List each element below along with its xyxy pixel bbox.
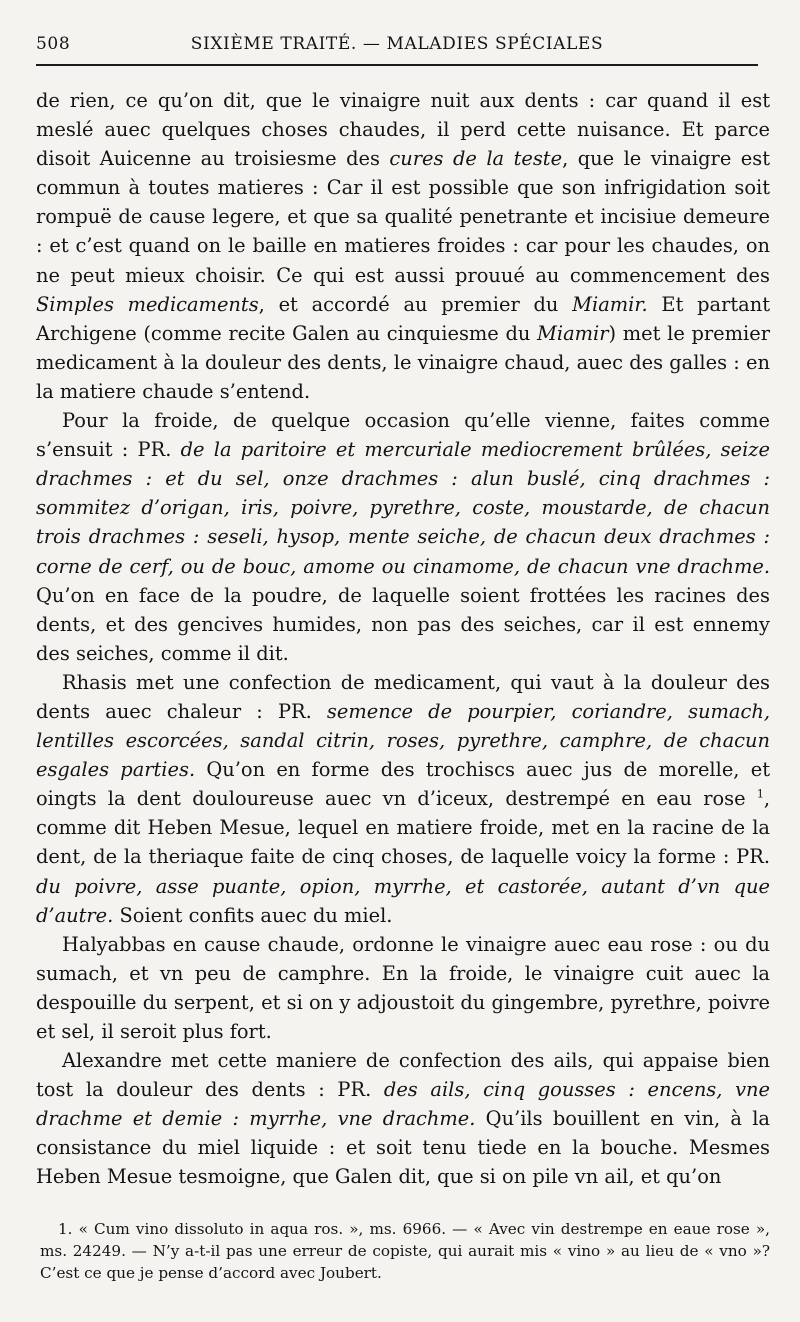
italic-text: Miamir (537, 321, 609, 345)
text-segment: ) met le premier medicament à la douleur des dents, le vinaigre chaud, auec des galles : en la matiere chaude s’entend. (36, 321, 770, 403)
text-segment: Rhasis met une confection de medicament, qui vaut à la douleur des dents auec chaleur : PR. (36, 670, 770, 723)
text-segment: Soient confits auec du miel. (113, 903, 393, 927)
running-title: SIXIÈME TRAITÉ. — MALADIES SPÉCIALES (190, 34, 604, 54)
italic-text: Miamir. (572, 292, 648, 316)
text-segment: , et accordé au premier du (258, 292, 573, 316)
text-segment: de rien, ce qu’on dit, que le vinaigre nuit aux dents : car quand il est meslé auec quelques choses chaudes, il perd cette nuisance. Et parce disoit Auicenne au troisiesme des (36, 89, 770, 171)
text-segment: Pour la froide, de quelque occasion qu’elle vienne, faites comme s’ensuit : PR. (36, 409, 770, 462)
italic-text: des ails, cinq gousses : encens, vne drachme et demie : myrrhe, vne drachme. (36, 1078, 770, 1131)
footnotes (40, 1218, 770, 1285)
text-segment: Qu’ils bouillent en vin, à la consistance du miel liquide : et soit tenu tiede en la bouche. Mesmes Heben Mesue tesmoigne, que Galen dit, que si on pile vn ail, et qu’on (36, 1107, 770, 1189)
italic-text: cures de la teste (389, 147, 563, 171)
text-segment: Et partant Archigene (comme recite Galen au cinquiesme du (36, 292, 770, 345)
text-segment: , comme dit Heben Mesue, lequel en matiere froide, met en la racine de la dent, de la theriaque faite de cinq choses, de laquelle voicy la forme : PR. (36, 787, 770, 869)
page-number: 508 (36, 34, 71, 54)
italic-text: semence de pourpier, coriandre, sumach, lentilles escorcées, sandal citrin, roses, pyrethre, camphre, de chacun esgales parties. (36, 699, 770, 782)
paragraph-p1 (36, 86, 770, 406)
footnote-reference: 1 (756, 787, 764, 801)
paragraph-p2 (36, 406, 770, 668)
text-segment: Halyabbas en cause chaude, ordonne le vinaigre auec eau rose : ou du sumach, et vn peu de camphre. En la froide, le vinaigre cuit auec la despouille du serpent, et si on y adjoustoit du gingembre, pyrethre, poivre et sel, il seroit plus fort. (36, 932, 770, 1043)
header-rule (36, 64, 758, 66)
main-text (36, 86, 770, 1192)
italic-text: du poivre, asse puante, opion, myrrhe, et castorée, autant d’vn que d’autre. (36, 874, 770, 927)
text-segment: Qu’on en face de la poudre, de laquelle soient frottées les racines des dents, et des gencives humides, non pas des seiches, car il est ennemy des seiches, comme il dit. (36, 583, 770, 665)
text-segment: , que le vinaigre est commun à toutes matieres : Car il est possible que son infrigidation soit rompuë de cause legere, et que sa qualité penetrante et incisiue demeure : et c’est quand on le baille en matieres froides : car pour les chaudes, on ne peut mieux choisir. Ce qui est aussi prouué au commencement des (36, 147, 771, 287)
text-segment: Qu’on en forme des trochiscs auec jus de morelle, et oingts la dent douloureuse auec vn d’iceux, destrempé en eau rose (36, 758, 770, 811)
paragraph-p5 (36, 1046, 770, 1191)
paragraph-p4 (36, 930, 770, 1046)
italic-text: Simples medicaments (36, 292, 259, 316)
text-segment: Alexandre met cette maniere de confection des ails, qui appaise bien tost la douleur des dents : PR. (36, 1049, 770, 1102)
running-header (36, 30, 758, 58)
footnote-1: 1. « Cum vino dissoluto in aqua ros. », ms. 6966. — « Avec vin destrempe en eaue rose », ms. 24249. — N’y a-t-il pas une erreur de copiste, qui aurait mis « vino » au lieu de « vno »? C’est ce que je pense d’accord avec Joubert. (40, 1220, 770, 1283)
paragraph-p3 (36, 668, 770, 930)
italic-text: de la paritoire et mercuriale mediocrement brûlées, seize drachmes : et du sel, onze drachmes : alun buslé, cinq drachmes : sommitez d’origan, iris, poivre, pyrethre, coste, moustarde, de chacun trois drachmes : seseli, hysop, mente seiche, de chacun deux drachmes : corne de cerf, ou de bouc, amome ou cinamome, de chacun vne drachme. (36, 438, 770, 578)
